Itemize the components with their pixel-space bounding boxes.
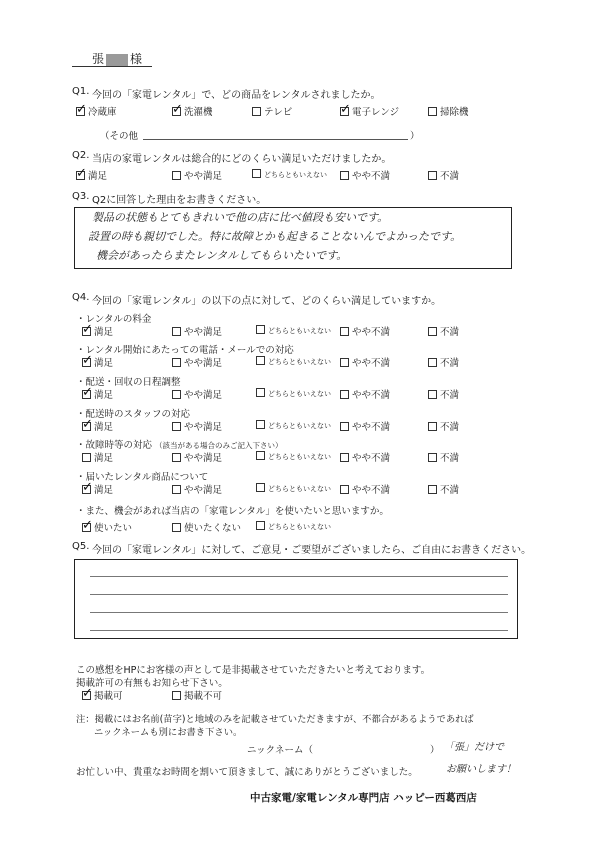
q4-item-2-option-2[interactable]: [256, 387, 331, 399]
option-label: 満足: [94, 358, 114, 369]
q2-option-1[interactable]: [172, 168, 222, 182]
checkbox[interactable]: [340, 422, 349, 431]
option-label: 不満: [440, 171, 460, 182]
checkbox[interactable]: [82, 453, 91, 462]
q2-option-4[interactable]: [428, 168, 459, 182]
checkbox[interactable]: [82, 358, 91, 367]
q4-item-5-option-0[interactable]: [82, 482, 113, 496]
option-label: 冷蔵庫: [88, 107, 117, 118]
hp-line-2: 掲載許可の有無もお知らせ下さい。: [76, 678, 228, 689]
q4-item-4-option-4[interactable]: [428, 450, 459, 464]
q4-reuse-question: ・また、機会があれば当店の「家電レンタル」を使いたいと思いますか。: [76, 506, 389, 517]
nickname-close: ）: [430, 745, 440, 756]
q5-answer-line-1: [90, 576, 508, 577]
shop-name: 中古家電/家電レンタル専門店 ハッピー西葛西店: [250, 792, 477, 804]
q2-option-3[interactable]: [340, 168, 390, 182]
checkbox[interactable]: [428, 358, 437, 367]
q4-item-title-text: ・配送時のスタッフの対応: [76, 409, 191, 420]
option-label: やや満足: [184, 390, 223, 401]
checkbox[interactable]: [256, 420, 265, 429]
nickname-label: ニックネーム（: [247, 745, 314, 756]
q4-item-note: （該当がある場合のみご記入下さい）: [155, 441, 283, 450]
checkbox[interactable]: [172, 523, 181, 532]
option-label: やや不満: [352, 327, 391, 338]
q4-item-title-text: ・配送・回収の日程調整: [76, 377, 181, 388]
option-label: やや不満: [352, 422, 391, 433]
q4-item-title-text: ・レンタルの料金: [76, 314, 152, 325]
q3-answer-line-3: 機会があったらまたレンタルしてもらいたいです。: [96, 249, 348, 262]
customer-name-prefix: 張: [92, 52, 105, 66]
option-label: どちらともいえない: [268, 523, 331, 531]
q2-label: Q2.: [72, 150, 90, 161]
checkbox[interactable]: [172, 691, 181, 700]
checkbox[interactable]: [256, 388, 265, 397]
checkbox[interactable]: [340, 171, 349, 180]
option-label: 洗濯機: [184, 107, 213, 118]
option-label: やや不満: [352, 390, 391, 401]
q4-item-0-option-3[interactable]: [340, 324, 390, 338]
checkbox[interactable]: [82, 691, 91, 700]
option-label: やや不満: [352, 453, 391, 464]
checkbox[interactable]: [340, 390, 349, 399]
q4-item-2-option-1[interactable]: [172, 387, 222, 401]
q4-item-0-option-1[interactable]: [172, 324, 222, 338]
checkbox[interactable]: [428, 453, 437, 462]
checkbox[interactable]: [340, 485, 349, 494]
option-label: 満足: [94, 453, 114, 464]
checkbox[interactable]: [340, 358, 349, 367]
thanks-message: お忙しい中、貴重なお時間を割いて頂きまして、誠にありがとうございました。: [76, 767, 418, 778]
checkbox[interactable]: [76, 107, 85, 116]
q4-item-3-option-3[interactable]: [340, 419, 390, 433]
q5-answer-line-2: [90, 594, 508, 595]
option-label: やや不満: [352, 358, 391, 369]
q4-item-3-option-4[interactable]: [428, 419, 459, 433]
checkbox[interactable]: [82, 485, 91, 494]
q4-item-5-option-2[interactable]: [256, 482, 331, 494]
redacted-name-block: [106, 54, 128, 66]
customer-name-underline: [72, 66, 152, 67]
q1-option-4[interactable]: [428, 104, 469, 118]
q4-item-0-option-0[interactable]: [82, 324, 113, 338]
customer-name-suffix: 様: [130, 52, 143, 66]
option-label: 不満: [440, 327, 460, 338]
option-label: 電子レンジ: [352, 107, 400, 118]
q4-item-0-option-2[interactable]: [256, 324, 331, 336]
hp-line-1: この感想をHPにお客様の声として是非掲載させていただきたいと考えております。: [76, 665, 431, 676]
option-label: 満足: [94, 327, 114, 338]
option-label: 不満: [440, 358, 460, 369]
checkbox[interactable]: [428, 422, 437, 431]
q4-item-5-option-1[interactable]: [172, 482, 222, 496]
option-label: テレビ: [264, 107, 293, 118]
hp-option-1[interactable]: [172, 688, 222, 702]
option-label: やや満足: [184, 485, 223, 496]
checkbox[interactable]: [172, 422, 181, 431]
option-label: 不満: [440, 485, 460, 496]
q4-item-title-4: [76, 437, 283, 451]
option-label: 満足: [94, 422, 114, 433]
option-label: 使いたくない: [184, 523, 242, 534]
option-label: 掃除機: [440, 107, 469, 118]
checkbox[interactable]: [172, 453, 181, 462]
q4-item-5-option-3[interactable]: [340, 482, 390, 496]
checkbox[interactable]: [172, 171, 181, 180]
checkbox[interactable]: [256, 451, 265, 460]
checkbox[interactable]: [256, 483, 265, 492]
option-label: 掲載不可: [184, 691, 223, 702]
q3-question: Q2に回答した理由をお書きください。: [92, 195, 267, 206]
nickname-handwritten-2: お願いします！: [446, 764, 516, 775]
q2-question: 当店の家電レンタルは総合的にどのくらい満足いただけましたか。: [92, 154, 392, 165]
q5-label: Q5.: [72, 541, 90, 552]
q4-question: 今回の「家電レンタル」の以下の点に対して、どのくらい満足していますか。: [92, 296, 442, 307]
q4-reuse-option-1[interactable]: [172, 520, 241, 534]
checkbox[interactable]: [340, 453, 349, 462]
option-label: 満足: [94, 485, 114, 496]
option-label: やや満足: [184, 327, 223, 338]
q5-answer-line-4: [90, 630, 508, 631]
checkbox[interactable]: [172, 327, 181, 336]
option-label: どちらともいえない: [268, 358, 331, 366]
q4-item-3-option-2[interactable]: [256, 419, 331, 431]
checkbox[interactable]: [82, 390, 91, 399]
option-label: 不満: [440, 453, 460, 464]
q4-item-4-option-3[interactable]: [340, 450, 390, 464]
checkbox[interactable]: [428, 107, 437, 116]
option-label: 不満: [440, 422, 460, 433]
q4-reuse-option-2[interactable]: [256, 520, 331, 532]
checkbox[interactable]: [82, 523, 91, 532]
q3-answer-line-1: 製品の状態もとてもきれいで他の店に比べ値段も安いです。: [92, 211, 389, 224]
q1-option-0[interactable]: [76, 104, 117, 118]
q4-item-title-text: ・レンタル開始にあたっての電話・メールでの対応: [76, 345, 294, 356]
option-label: やや不満: [352, 171, 391, 182]
q4-item-title-text: ・届いたレンタル商品について: [76, 472, 209, 483]
q1-other-label: （その他: [100, 131, 139, 142]
option-label: 使いたい: [94, 523, 133, 534]
q4-item-2-option-3[interactable]: [340, 387, 390, 401]
q4-item-3-option-1[interactable]: [172, 419, 222, 433]
checkbox[interactable]: [256, 356, 265, 365]
q4-item-2-option-4[interactable]: [428, 387, 459, 401]
q4-item-2-option-0[interactable]: [82, 387, 113, 401]
checkbox[interactable]: [252, 107, 261, 116]
option-label: やや不満: [352, 485, 391, 496]
q1-option-3[interactable]: [340, 104, 399, 118]
option-label: どちらともいえない: [264, 171, 327, 179]
checkbox[interactable]: [428, 390, 437, 399]
q4-item-3-option-0[interactable]: [82, 419, 113, 433]
q1-option-1[interactable]: [172, 104, 213, 118]
q4-item-title-3: [76, 406, 190, 420]
checkbox[interactable]: [428, 327, 437, 336]
checkbox[interactable]: [172, 358, 181, 367]
q4-item-4-option-2[interactable]: [256, 450, 331, 462]
option-label: やや満足: [184, 358, 223, 369]
option-label: どちらともいえない: [268, 422, 331, 430]
checkbox[interactable]: [76, 171, 85, 180]
option-label: どちらともいえない: [268, 327, 331, 335]
q3-answer-line-2: 設置の時も親切でした。特に故障とかも起きることないんでよかったです。: [88, 230, 462, 243]
q4-item-1-option-3[interactable]: [340, 355, 390, 369]
q4-item-title-1: [76, 342, 294, 356]
note-line-2: ニックネームも別にお書き下さい。: [94, 727, 243, 738]
q1-label: Q1.: [72, 86, 90, 97]
q4-item-4-option-1[interactable]: [172, 450, 222, 464]
option-label: 不満: [440, 390, 460, 401]
checkbox[interactable]: [172, 390, 181, 399]
q5-answer-box[interactable]: [74, 559, 518, 639]
checkbox[interactable]: [256, 325, 265, 334]
q4-item-title-5: [76, 469, 208, 483]
option-label: 満足: [94, 390, 114, 401]
option-label: どちらともいえない: [268, 390, 331, 398]
checkbox[interactable]: [428, 171, 437, 180]
checkbox[interactable]: [428, 485, 437, 494]
q3-label: Q3.: [72, 191, 90, 202]
q4-item-1-option-0[interactable]: [82, 355, 113, 369]
option-label: やや満足: [184, 171, 223, 182]
note-line-1: 注：掲載にはお名前(苗字)と地域のみを記載させていただきますが、不都合があるようであれば: [76, 714, 474, 725]
q4-reuse-option-0[interactable]: [82, 520, 132, 534]
option-label: 掲載可: [94, 691, 123, 702]
option-label: 満足: [88, 171, 108, 182]
checkbox[interactable]: [172, 485, 181, 494]
q5-answer-line-3: [90, 612, 508, 613]
q1-other-close: ）: [410, 131, 420, 142]
hp-option-0[interactable]: [82, 688, 123, 702]
q4-item-1-option-1[interactable]: [172, 355, 222, 369]
option-label: どちらともいえない: [268, 453, 331, 461]
checkbox[interactable]: [256, 521, 265, 530]
checkbox[interactable]: [172, 107, 181, 116]
customer-name: [92, 50, 142, 67]
nickname-handwritten-1: 「張」だけで: [444, 742, 504, 753]
q1-other-line[interactable]: [143, 139, 408, 140]
checkbox[interactable]: [82, 422, 91, 431]
checkbox[interactable]: [252, 169, 261, 178]
q5-question: 今回の「家電レンタル」に対して、ご意見・ご要望がございましたら、ご自由にお書きください。: [92, 545, 532, 556]
option-label: やや満足: [184, 453, 223, 464]
checkbox[interactable]: [340, 327, 349, 336]
q2-option-2[interactable]: [252, 168, 327, 180]
checkbox[interactable]: [340, 107, 349, 116]
q4-item-title-text: ・故障時等の対応: [76, 440, 153, 451]
q4-item-0-option-4[interactable]: [428, 324, 459, 338]
q1-option-2[interactable]: [252, 104, 292, 118]
q4-item-1-option-2[interactable]: [256, 355, 331, 367]
q4-item-5-option-4[interactable]: [428, 482, 459, 496]
option-label: やや満足: [184, 422, 223, 433]
q4-label: Q4.: [72, 292, 90, 303]
q2-option-0[interactable]: [76, 168, 107, 182]
option-label: どちらともいえない: [268, 485, 331, 493]
q4-item-4-option-0[interactable]: [82, 450, 113, 464]
q1-question: 今回の「家電レンタル」で、どの商品をレンタルされましたか。: [92, 90, 381, 101]
q4-item-1-option-4[interactable]: [428, 355, 459, 369]
checkbox[interactable]: [82, 327, 91, 336]
